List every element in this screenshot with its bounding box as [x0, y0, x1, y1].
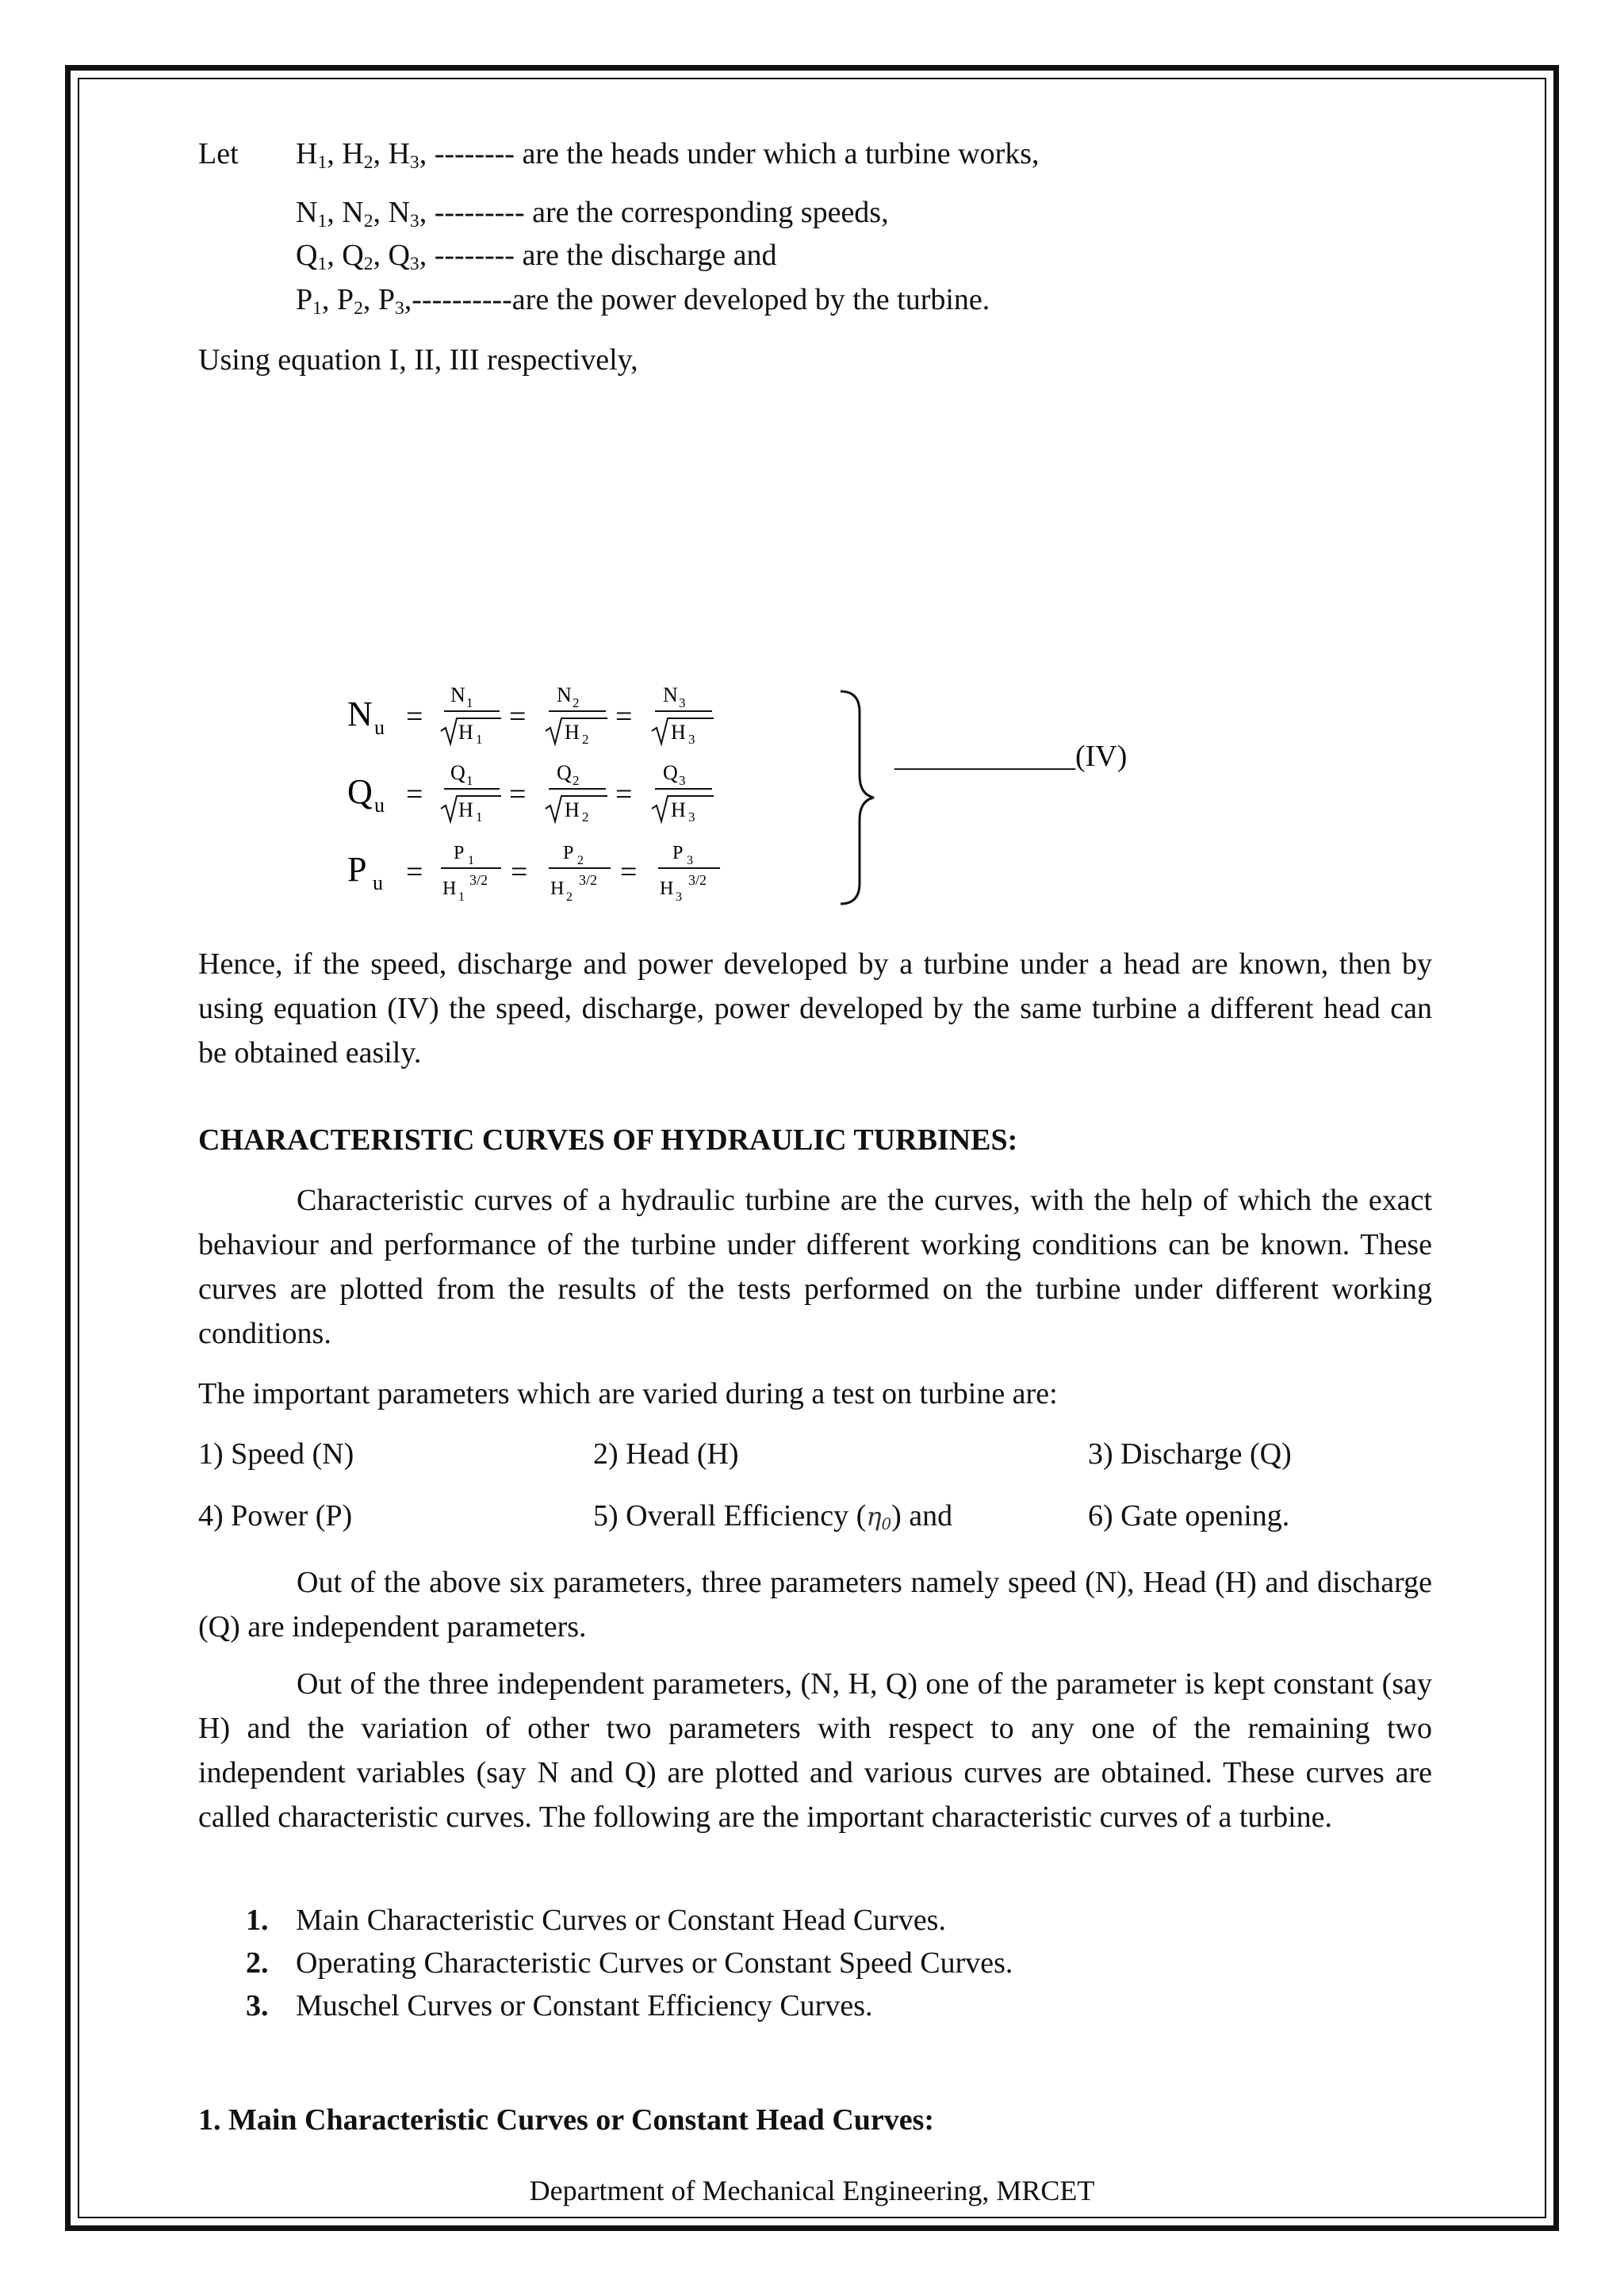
paragraph-hence: Hence, if the speed, discharge and power developed by a turbine under a head are known, then by using equation (IV) the speed, discharge, power developed by the same turbine a different head can be obtained easily. — [198, 947, 1432, 1070]
svg-text:Q: Q — [557, 761, 572, 784]
svg-text:=: = — [509, 700, 527, 733]
param-speed: 1) Speed (N) — [198, 1437, 354, 1471]
svg-text:2: 2 — [573, 695, 580, 710]
svg-text:3: 3 — [679, 695, 686, 710]
svg-text:H: H — [458, 721, 473, 744]
svg-text:=: = — [406, 855, 423, 889]
svg-text:P: P — [454, 843, 465, 863]
svg-text:2: 2 — [582, 809, 589, 825]
power-line: $P_1$, $P_2$, $P_3,---------$-are the power developed by the turbine. — [296, 283, 990, 319]
equation-nu — [347, 683, 714, 747]
param-head: 2) Head (H) — [593, 1437, 739, 1471]
svg-text:u: u — [373, 871, 383, 894]
svg-text:3: 3 — [688, 809, 695, 825]
svg-text:P: P — [347, 850, 367, 889]
speeds-line: $N_1$, $N_2$, $N_3$, --------- are the corresponding speeds, — [296, 196, 889, 232]
svg-text:N: N — [663, 683, 678, 706]
using-equations-line: Using equation I, II, III respectively, — [198, 343, 638, 377]
svg-text:u: u — [374, 794, 385, 817]
paragraph-characteristic: Characteristic curves of a hydraulic turbine are the curves, with the help of which the exact behaviour and performance of the turbine under different working conditions can be known. These curves are plotted from the results of the tests performed on the turbine under different working conditions. — [198, 1184, 1432, 1350]
curve-list-num-2: 2. — [246, 1946, 269, 1980]
heads-line: $H_1$, $H_2$, $H_3$, -------- are the heads under which a turbine works, — [296, 137, 1040, 173]
svg-text:=: = — [615, 700, 633, 733]
param-gate-opening: 6) Gate opening. — [1088, 1499, 1290, 1533]
param-power: 4) Power (P) — [198, 1499, 353, 1533]
page-footer: Department of Mechanical Engineering, MRCET — [529, 2175, 1095, 2206]
curve-list-num-3: 3. — [246, 1989, 269, 2022]
svg-text:2: 2 — [582, 732, 589, 747]
param-overall-efficiency: 5) Overall Efficiency $(\eta_0)$ and — [593, 1499, 953, 1533]
discharge-line: $Q_1$, $Q_2$, $Q_3$, -------- are the discharge and — [296, 239, 777, 274]
svg-text:1: 1 — [458, 890, 465, 904]
svg-text:H: H — [565, 721, 580, 744]
svg-text:N: N — [557, 683, 572, 706]
paragraph-out-of-three: Out of the three independent parameters, (N, H, Q) one of the parameter is kept constant (say H) and the variation of other two parameters with respect to any one of the remaining two independent variables (say N and Q) are plotted and various curves are obtained. These curves are called characteristic curves. The following are the important characteristic curves of a turbine. — [198, 1667, 1432, 1834]
svg-text:H: H — [565, 798, 580, 821]
paragraph-parameters: The important parameters which are varied during a test on turbine are: — [198, 1377, 1058, 1410]
svg-text:Q: Q — [347, 772, 373, 811]
svg-text:1: 1 — [466, 773, 473, 788]
svg-text:H: H — [660, 878, 674, 899]
curve-list-item-1: Main Characteristic Curves or Constant Head Curves. — [296, 1904, 946, 1937]
svg-text:3: 3 — [676, 890, 682, 904]
svg-text:N: N — [347, 695, 373, 733]
heading-main-characteristic: 1. Main Characteristic Curves or Constant Head Curves: — [198, 2103, 935, 2137]
svg-text:H: H — [671, 721, 686, 744]
svg-text:Q: Q — [663, 761, 678, 784]
svg-text:=: = — [406, 700, 423, 733]
svg-text:u: u — [374, 716, 385, 739]
svg-text:H: H — [550, 878, 565, 899]
svg-text:=: = — [406, 778, 423, 811]
svg-text:P: P — [672, 843, 684, 863]
svg-text:3/2: 3/2 — [579, 872, 598, 888]
svg-text:1: 1 — [466, 695, 473, 710]
svg-text:3/2: 3/2 — [469, 872, 488, 888]
let-label: Let — [198, 137, 239, 170]
right-brace — [841, 691, 874, 904]
equation-label-iv: ____________(IV) — [894, 740, 1128, 773]
curve-list-item-3: Muschel Curves or Constant Efficiency Curves. — [296, 1989, 873, 2022]
equation-block-iv — [333, 674, 1205, 920]
svg-text:2: 2 — [573, 773, 580, 788]
svg-text:1: 1 — [468, 854, 474, 867]
curve-list-item-2: Operating Characteristic Curves or Constant Speed Curves. — [296, 1946, 1013, 1980]
svg-text:Q: Q — [450, 761, 465, 784]
svg-text:2: 2 — [566, 890, 573, 904]
svg-text:3: 3 — [687, 854, 693, 867]
paragraph-out-of-six: Out of the above six parameters, three parameters namely speed (N), Head (H) and discharge (Q) are independent parameters. — [198, 1566, 1432, 1644]
param-discharge: 3) Discharge (Q) — [1088, 1437, 1292, 1471]
equation-qu — [347, 761, 714, 825]
svg-text:2: 2 — [577, 854, 584, 867]
svg-text:=: = — [615, 778, 633, 811]
svg-text:1: 1 — [476, 809, 483, 825]
svg-text:H: H — [442, 878, 457, 899]
svg-text:3: 3 — [688, 732, 695, 747]
eta-symbol: $\eta_0$ — [866, 1502, 892, 1533]
svg-text:3: 3 — [679, 773, 686, 788]
svg-text:=: = — [509, 778, 527, 811]
heading-characteristic-curves: CHARACTERISTIC CURVES OF HYDRAULIC TURBINES: — [198, 1123, 1018, 1157]
svg-text:=: = — [620, 855, 638, 889]
svg-text:3/2: 3/2 — [688, 872, 707, 888]
svg-text:N: N — [450, 683, 465, 706]
svg-text:H: H — [671, 798, 686, 821]
svg-text:=: = — [511, 855, 528, 889]
equation-pu — [347, 843, 720, 904]
svg-text:P: P — [563, 843, 574, 863]
curve-list-num-1: 1. — [246, 1904, 269, 1937]
svg-text:H: H — [458, 798, 473, 821]
svg-text:1: 1 — [476, 732, 483, 747]
